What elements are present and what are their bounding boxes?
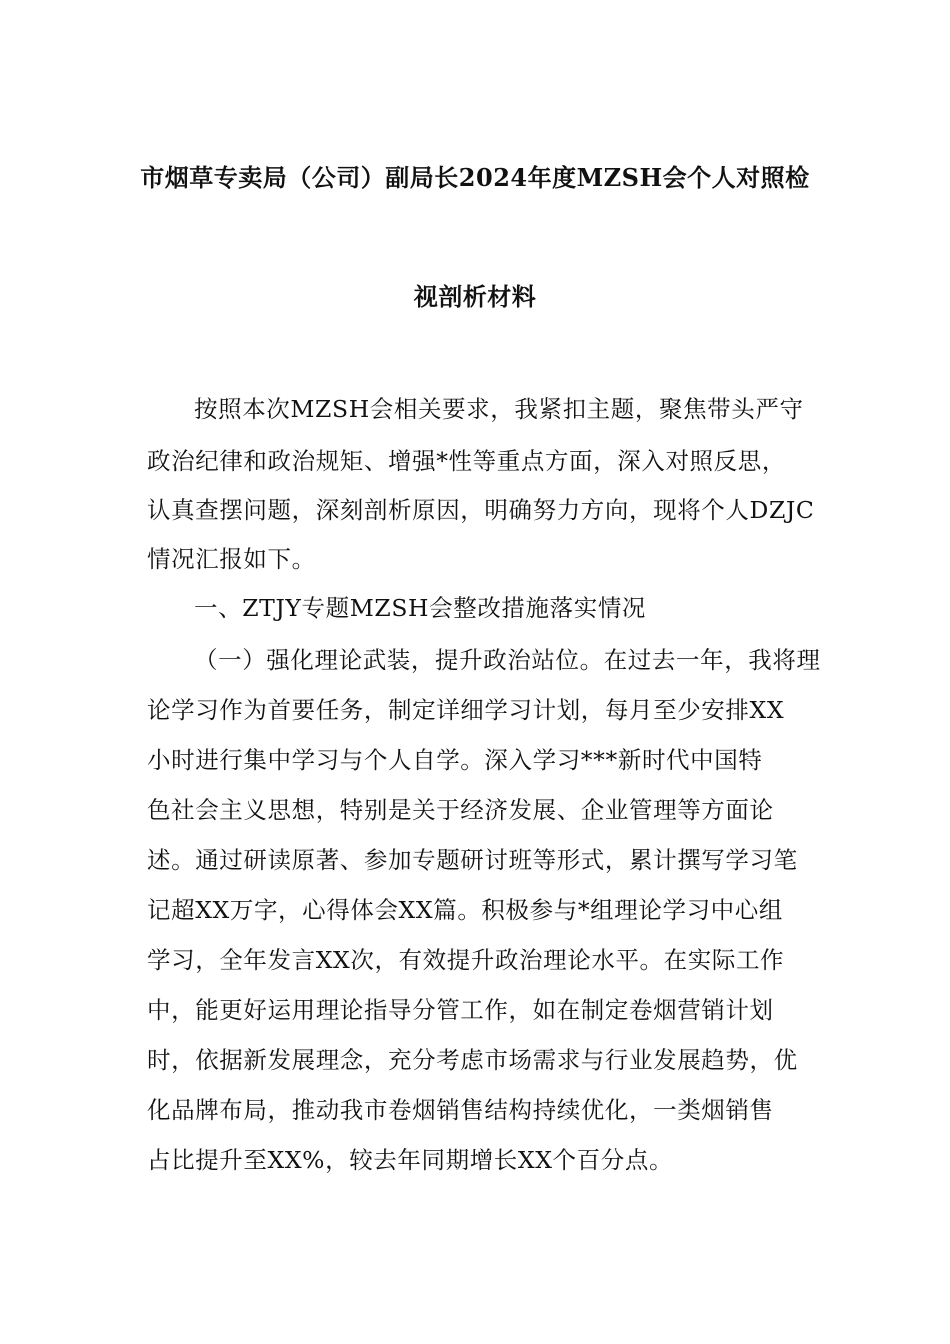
paragraph-line: 政治纪律和政治规矩、增强*性等重点方面，深入对照反思， — [147, 447, 786, 475]
paragraph-line: 时，依据新发展理念，充分考虑市场需求与行业发展趋势，优 — [147, 1046, 798, 1074]
paragraph-line: 按照本次MZSH会相关要求，我紧扣主题，聚焦带头严守 — [194, 395, 804, 423]
paragraph-line: （一）强化理论武装，提升政治站位。在过去一年，我将理 — [194, 646, 821, 674]
paragraph-line: 小时进行集中学习与个人自学。深入学习***新时代中国特 — [147, 746, 763, 774]
paragraph-line: 化品牌布局，推动我市卷烟销售结构持续优化，一类烟销售 — [147, 1096, 774, 1124]
paragraph-line: 色社会主义思想，特别是关于经济发展、企业管理等方面论 — [147, 796, 774, 824]
paragraph-line: 论学习作为首要任务，制定详细学习计划，每月至少安排XX — [147, 696, 785, 724]
paragraph-line: 认真查摆问题，深刻剖析原因，明确努力方向，现将个人DZJC — [147, 496, 815, 524]
paragraph-line: 中，能更好运用理论指导分管工作，如在制定卷烟营销计划 — [147, 996, 774, 1024]
paragraph-line: 情况汇报如下。 — [147, 545, 316, 573]
section-heading: 一、ZTJY专题MZSH会整改措施落实情况 — [194, 594, 647, 622]
document-title-line-2: 视剖析材料 — [413, 282, 537, 311]
paragraph-line: 占比提升至XX%，较去年同期增长XX个百分点。 — [147, 1146, 674, 1174]
paragraph-line: 述。通过研读原著、参加专题研讨班等形式，累计撰写学习笔 — [147, 846, 798, 874]
paragraph-line: 记超XX万字，心得体会XX篇。积极参与*组理论学习中心组 — [147, 896, 783, 924]
paragraph-line: 学习，全年发言XX次，有效提升政治理论水平。在实际工作 — [147, 946, 785, 974]
document-title-line-1: 市烟草专卖局（公司）副局长2024年度MZSH会个人对照检 — [140, 163, 810, 192]
